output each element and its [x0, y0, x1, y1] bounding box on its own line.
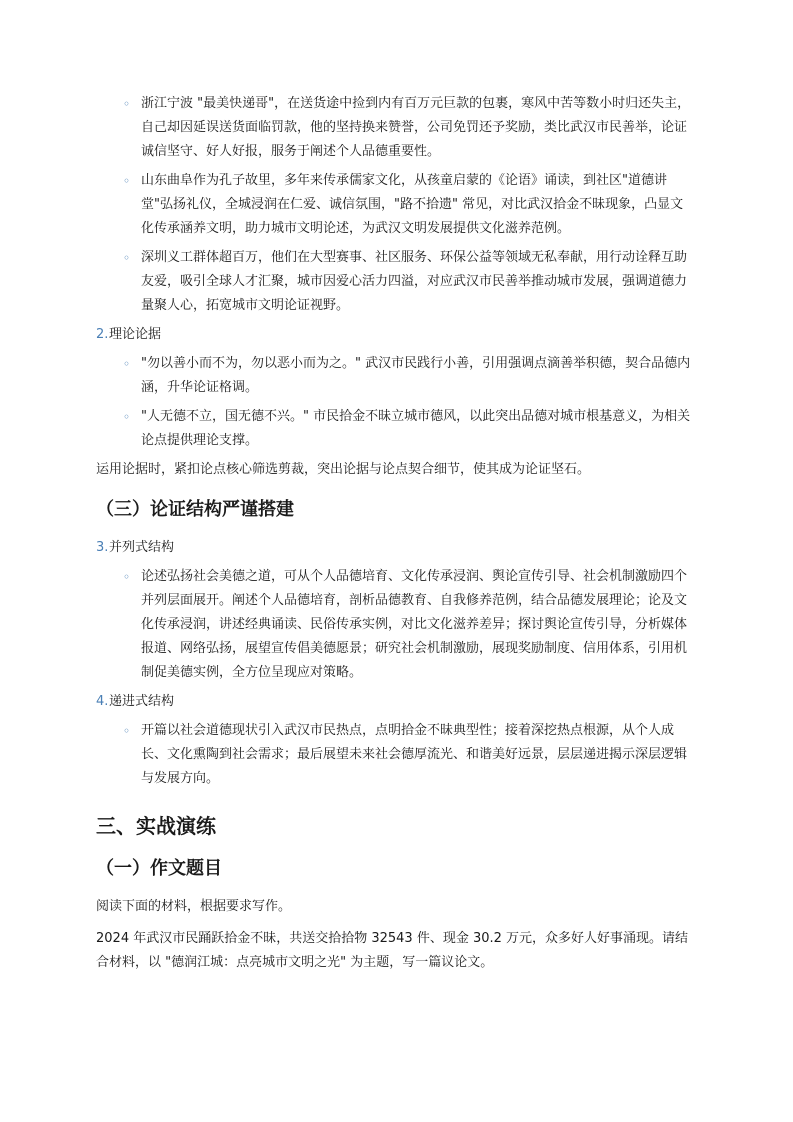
summary-paragraph: 运用论据时，紧扣论点核心筛选剪裁，突出论据与论点契合细节，使其成为论证坚石。	[96, 462, 591, 477]
list-number: 3.	[96, 540, 109, 555]
prompt-body: 2024 年武汉市民踊跃拾金不昧，共送交拾拾物 32543 件、现金 30.2 万元，众多好人好事涌现。请结合材料，以 "德润江城：点亮城市文明之光" 为主题，写一篇议论文。	[96, 931, 689, 970]
list-item-title: 并列式结构	[109, 540, 175, 555]
bullet-icon: ◦	[123, 724, 131, 738]
quote-item-text: "勿以善小而不为，勿以恶小而为之。" 武汉市民践行小善，引用强调点滴善举积德，契合品德内涵，升华论证格调。	[141, 356, 691, 395]
list-item-parallel	[96, 536, 696, 560]
parallel-detail	[96, 565, 696, 685]
bullet-icon: ◦	[123, 570, 131, 584]
list-item-progressive	[96, 690, 696, 714]
section-heading-topic: （一）作文题目	[96, 858, 222, 879]
case-shenzhen-text: 深圳义工群体超百万，他们在大型赛事、社区服务、环保公益等领域无私奉献，用行动诠释互助友爱，吸引全球人才汇聚，城市因爱心活力四溢，对应武汉市民善举推动城市发展，强调道德力量聚人心，拓宽城市文明论证视野。	[141, 250, 688, 313]
list-item-title: 理论论据	[109, 327, 162, 342]
document-page	[96, 92, 696, 983]
list-item-title: 递进式结构	[109, 694, 175, 709]
bullet-icon: ◦	[123, 97, 131, 111]
prompt-intro: 阅读下面的材料，根据要求写作。	[96, 899, 292, 914]
part-heading-practice: 三、实战演练	[96, 814, 216, 838]
case-qufu	[96, 169, 696, 241]
progressive-detail-text: 开篇以社会道德现状引入武汉市民热点，点明拾金不昧典型性；接着深挖热点根源，从个人成长、文化熏陶到社会需求；最后展望未来社会德厚流光、和谐美好远景，层层递进揭示深层逻辑与发展方向。	[141, 723, 688, 786]
bullet-icon: ◦	[123, 251, 131, 265]
case-ningbo	[96, 92, 696, 164]
bullet-icon: ◦	[123, 410, 131, 424]
quote-item	[96, 405, 696, 453]
quote-item	[96, 352, 696, 400]
case-qufu-text: 山东曲阜作为孔子故里，多年来传承儒家文化，从孩童启蒙的《论语》诵读，到社区"道德讲堂"弘扬礼仪，全城浸润在仁爱、诚信氛围，"路不拾遗" 常见，对比武汉拾金不昧现象，凸显文化传承涵养文明，助力城市文明论述，为武汉文明发展提供文化滋养范例。	[141, 173, 684, 236]
list-number: 2.	[96, 327, 109, 342]
parallel-detail-text: 论述弘扬社会美德之道，可从个人品德培育、文化传承浸润、舆论宣传引导、社会机制激励四个并列层面展开。阐述个人品德培育，剖析品德教育、自我修养范例，结合品德发展理论；论及文化传承浸润，讲述经典诵读、民俗传承实例，对比文化滋养差异；探讨舆论宣传引导，分析媒体报道、网络弘扬，展望宣传倡美德愿景；研究社会机制激励，展现奖励制度、信用体系，引用机制促美德实例，全方位呈现应对策略。	[141, 569, 688, 680]
bullet-icon: ◦	[123, 357, 131, 371]
list-number: 4.	[96, 694, 109, 709]
list-item-theory	[96, 323, 696, 347]
bullet-icon: ◦	[123, 174, 131, 188]
case-shenzhen	[96, 246, 696, 318]
quote-item-text: "人无德不立，国无德不兴。" 市民拾金不昧立城市德风，以此突出品德对城市根基意义，为相关论点提供理论支撑。	[141, 409, 691, 448]
case-ningbo-text: 浙江宁波 "最美快递哥"，在送货途中捡到内有百万元巨款的包裹，寒风中苦等数小时归还失主，自己却因延误送货面临罚款，他的坚持换来赞誉，公司免罚还予奖励，类比武汉市民善举，论证诚信坚守、好人好报，服务于阐述个人品德重要性。	[141, 96, 691, 159]
section-heading-structure: （三）论证结构严谨搭建	[96, 499, 294, 520]
progressive-detail	[96, 719, 696, 791]
